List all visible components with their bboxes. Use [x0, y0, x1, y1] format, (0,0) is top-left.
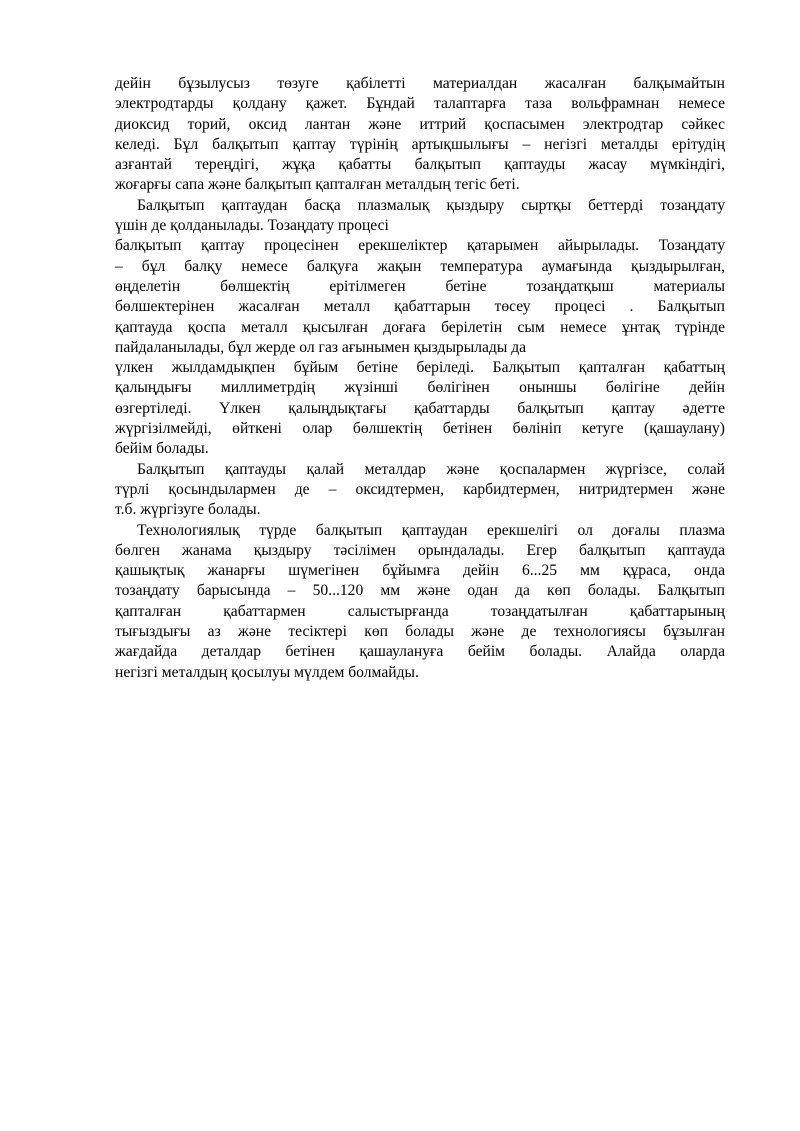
text-line: электродтарды қолдану қажет. Бұндай талаптарға таза вольфрамнан немесе	[115, 95, 725, 113]
text-line: дейін бұзылусыз төзуге қабілетті материалдан жасалған балқымайтын	[115, 75, 725, 92]
text-line: пайдаланылады, бұл жерде ол газ ағынымен қыздырылады да	[115, 338, 527, 356]
text-line: қапталған қабаттармен салыстырғанда тозаңдатылған қабаттарының	[115, 602, 725, 620]
text-line: диоксид торий, оксид лантан және иттрий қоспасымен электродтар сәйкес	[115, 115, 725, 133]
text-line: жағдайда деталдар бетінен қашаулануға бейім болады. Алайда оларда	[115, 643, 725, 661]
text-line: тозаңдату барысында – 50...120 мм және одан да көп болады. Балқытып	[115, 582, 725, 600]
text-line: қаптауда қоспа металл қысылған доғаға берілетін сым немесе ұнтақ түрінде	[115, 318, 725, 336]
text-line: өзгертіледі. Үлкен қалыңдықтағы қабаттарды балқытып қаптау әдетте	[115, 399, 725, 417]
text-line: бейім болады.	[115, 440, 209, 458]
text-line: т.б. жүргізуге болады.	[115, 501, 261, 519]
text-line: қалыңдығы миллиметрдің жүзінші бөлігінен оныншы бөлігіне дейін	[115, 379, 725, 397]
text-line: түрлі қосындылармен де – оксидтермен, карбидтермен, нитридтермен және	[115, 480, 725, 498]
text-line: жүргізілмейді, өйткені олар бөлшектің бетінен бөлініп кетуге (қашаулану)	[115, 420, 725, 438]
text-line: өңделетін бөлшектің ерітілмеген бетіне тозаңдатқыш материалы	[115, 277, 725, 295]
text-line: Технологиялық түрде балқытып қаптаудан ерекшелігі ол доғалы плазма	[137, 521, 725, 539]
text-line: жоғарғы сапа және балқытып қапталған металдың тегіс беті.	[115, 176, 520, 194]
text-line: балқытып қаптау процесінен ерекшеліктер қатарымен айырылады. Тозаңдату	[115, 237, 725, 255]
text-line: бөлшектерінен жасалған металл қабаттарын төсеу процесі . Балқытып	[115, 298, 725, 316]
text-line: – бұл балқу немесе балқуға жақын температура аумағында қыздырылған,	[115, 257, 725, 275]
text-line: Балқытып қаптаудан басқа плазмалық қыздыру сыртқы беттерді тозаңдату	[137, 196, 725, 214]
text-line: тығыздығы аз және тесіктері көп болады және де технологиясы бұзылған	[115, 623, 725, 641]
text-line: келеді. Бұл балқытып қаптау түрінің артықшылығы – негізгі металды ерітудің	[115, 135, 725, 153]
text-line: негізгі металдың қосылуы мүлдем болмайды.	[115, 663, 419, 681]
text-line: үлкен жылдамдықпен бұйым бетіне беріледі. Балқытып қапталған қабаттың	[115, 359, 725, 377]
text-line: қашықтық жанарғы шүмегінен бұйымға дейін 6...25 мм құраса, онда	[115, 562, 725, 580]
text-line: үшін де қолданылады. Тозаңдату процесі	[115, 217, 389, 235]
text-line: бөлген жанама қыздыру тәсілімен орындалады. Егер балқытып қаптауда	[115, 541, 725, 559]
document-page	[115, 74, 725, 683]
text-line: азғантай тереңдігі, жұқа қабатты балқытып қаптауды жасау мүмкіндігі,	[115, 156, 725, 174]
text-line: Балқытып қаптауды қалай металдар және қоспалармен жүргізсе, солай	[137, 460, 725, 478]
